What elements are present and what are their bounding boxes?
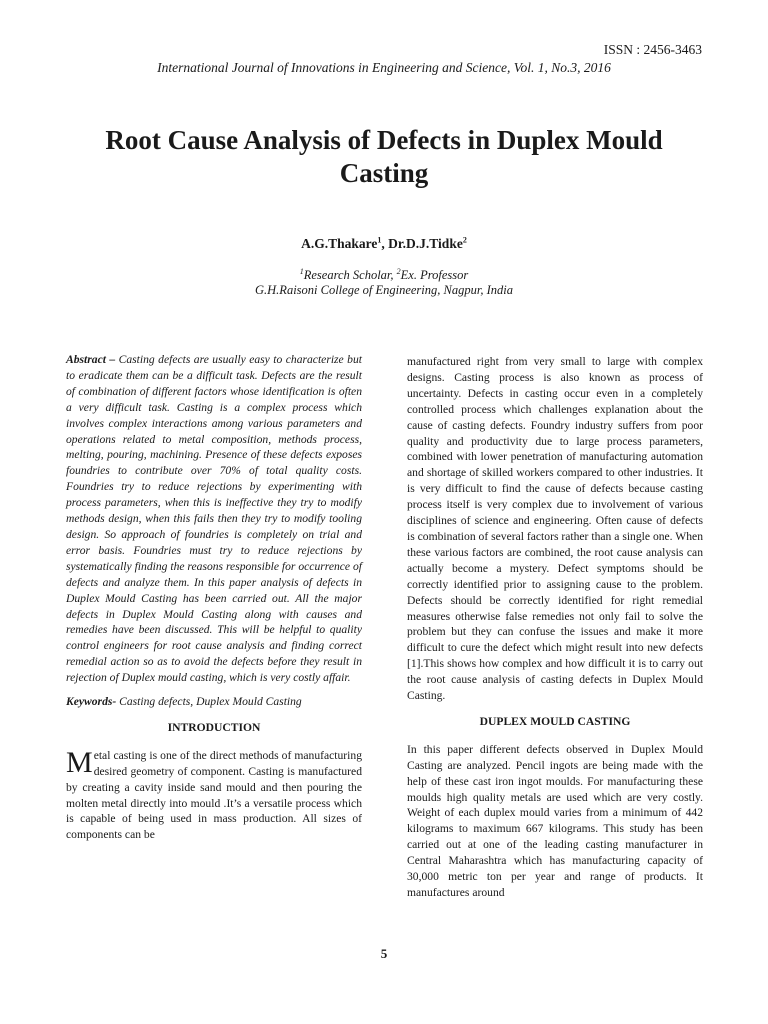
keywords — [66, 694, 362, 710]
keywords-text: Casting defects, Duplex Mould Casting — [119, 695, 302, 709]
keywords-label: Keywords- — [66, 695, 120, 709]
introduction-text: etal casting is one of the direct methods of manufacturing desired geometry of component. Casting is manufactured by creating a cavity inside sand mould and then pouring the molten metal directly into mould .It’s a versatile process which is capable of being used in mass production. All sizes of components can be — [66, 748, 362, 842]
right-column — [407, 354, 703, 901]
author-superscript: 1 — [377, 235, 382, 245]
affiliation-role: Ex. Professor — [400, 268, 469, 282]
author-list — [0, 236, 768, 252]
abstract-text: Casting defects are usually easy to characterize but to eradicate them can be a difficult task. Defects are the result of combination of different factors whose identification is often a very difficult task. Casting is a complex process which involves complex interactions among various parameters and operations related to metal composition, methods process, melting, pouring, machining. Presence of these defects exposes foundries to contribute over 70% of total quality costs. Foundries try to reduce rejections by experimenting with process parameters, when this is ineffective they try to modify methods design, when this fails then they try to modify tooling design. So approach of foundries is completely on trial and error basis. Foundries must try to reduce rejections by systematically finding the reasons responsible for occurrence of defects and analyze them. In this paper analysis of defects in Duplex Mould Casting has been carried out. All the major defects in Duplex Mould Casting along with causes and remedies have been discussed. This will be helpful to quality control engineers for root cause analysis and finding correct remedial action so as to avoid the defects before they result in rejection of Duplex mould casting, which is very costly affair. — [66, 353, 362, 685]
journal-citation: International Journal of Innovations in Engineering and Science, Vol. 1, No.3, 2016 — [157, 60, 611, 75]
affiliation — [0, 268, 768, 298]
author-superscript: 2 — [462, 235, 467, 245]
section-heading-duplex-mould-casting: DUPLEX MOULD CASTING — [479, 714, 631, 728]
affiliation-role: Research Scholar, — [303, 268, 397, 282]
affiliation-superscript: 2 — [396, 266, 401, 276]
abstract-label: Abstract – — [66, 353, 119, 366]
section-heading-introduction: INTRODUCTION — [167, 720, 261, 734]
continuation-paragraph: manufactured right from very small to large with complex designs. Casting process is also known as process of uncertainty. Defects in casting occur even in a completely controlled process which challenges explanation about the cause of casting defects. Foundry industry suffers from poor quality and productivity due to large process parameters, combined with lower penetration of manufacturing automation and shortage of skilled workers compared to other industries. It is very difficult to find the cause of defects because casting process itself is very complex due to involvement of various disciplines of science and engineering. Often cause of defects is combination of several factors rather than a single one. When these various factors are combined, the root cause analysis can actually become a mystery. Defect symptoms should be correctly identified prior to assigning cause to the problem. Defects should be correctly identified for right remedial measures otherwise false remedies not only fail to solve the problem but they can confuse the issues and make it more difficult to cure the defect which might result into new defects [1].This shows how complex and how difficult it is to carry out the root cause analysis of casting defects in Duplex Mould Casting. — [407, 355, 703, 703]
affiliation-superscript: 1 — [299, 266, 304, 276]
paper-title: Root Cause Analysis of Defects in Duplex Mould Casting — [105, 125, 663, 188]
issn: ISSN : 2456-3463 — [603, 42, 702, 57]
author-name: A.G.Thakare — [301, 236, 378, 251]
affiliation-roles — [0, 268, 768, 283]
left-column — [66, 352, 362, 843]
author-separator: , — [381, 236, 389, 251]
page-number: 5 — [380, 946, 388, 961]
affiliation-institution: G.H.Raisoni College of Engineering, Nagpur, India — [255, 283, 513, 297]
drop-cap: M — [66, 745, 93, 779]
introduction-paragraph — [66, 745, 362, 843]
author-name: Dr.D.J.Tidke — [388, 236, 463, 251]
duplex-mould-paragraph: In this paper different defects observed in Duplex Mould Casting are analyzed. Pencil ingots are being made with the help of these cast iron ingot moulds. For manufacturing these moulds high quality metals are used which are very costly. Weight of each duplex mould varies from a minimum of 442 kilograms to maximum 667 kilograms. This study has been carried out at one of the leading casting manufacturer in Central Maharashtra which has manufacturing capacity of 30,000 metric ton per year and range of products. It manufactures around — [407, 742, 703, 899]
abstract — [66, 352, 362, 686]
